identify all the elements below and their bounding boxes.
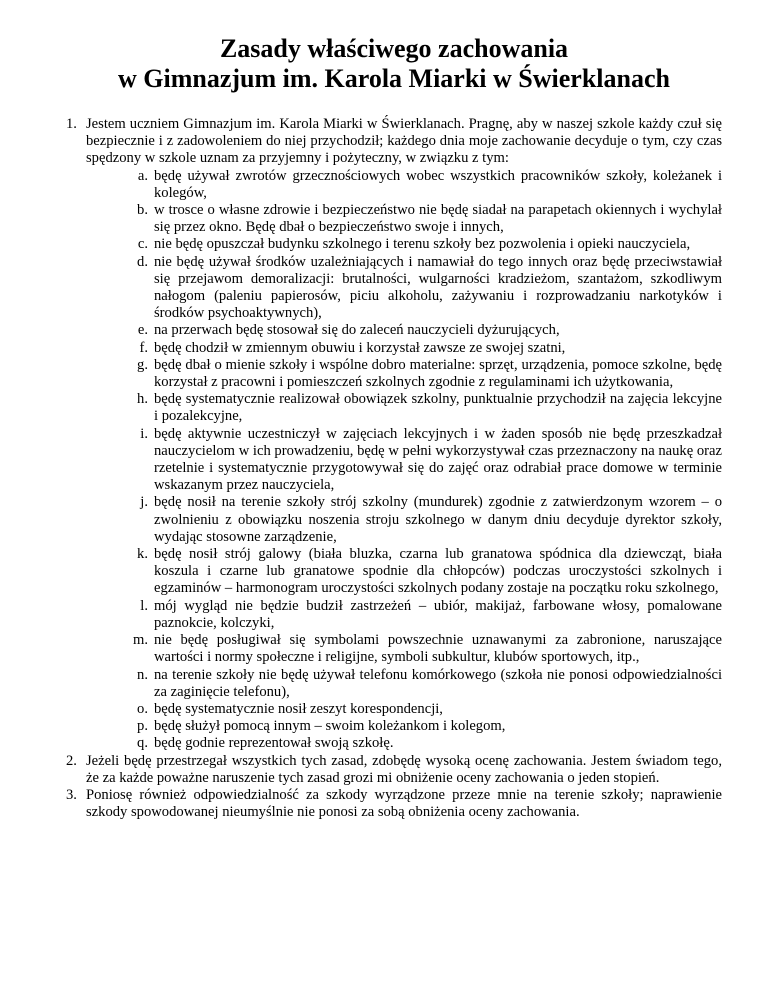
title-line-2: w Gimnazjum im. Karola Miarki w Świerklanach: [117, 64, 670, 93]
subrule-item: [137, 700, 722, 718]
subrule-item: [137, 167, 722, 202]
rule-text: Jestem uczniem Gimnazjum im. Karola Miarki w Świerklanach. Pragnę, aby w naszej szkole każdy czuł się bezpiecznie i z zadowoleniem do niej przychodził; każdego dnia moje zachowanie decyduje o tym, czy czas spędzony w szkole uznam za przyjemny i pożyteczny, w związku z tym:: [86, 116, 722, 167]
rule-item: [66, 116, 722, 753]
subrule-text: będę systematycznie nosił zeszyt korespondencji,: [154, 700, 443, 717]
rule-text: Jeżeli będę przestrzegał wszystkich tych zasad, zdobędę wysoką ocenę zachowania. Jestem świadom tego, że za każde poważne naruszenie tych zasad grozi mi obniżenie oceny zachowania o jeden stopień.: [86, 752, 722, 786]
document-title: [66, 34, 722, 94]
rule-number: 1.: [66, 116, 77, 132]
rule-item: [66, 787, 722, 821]
rules-list: [66, 116, 722, 821]
rule-number: 3.: [66, 786, 77, 803]
subrule-text: będę służył pomocą innym – swoim koleżankom i kolegom,: [154, 718, 506, 735]
subrule-item: [133, 632, 722, 666]
subrule-item: [140, 494, 722, 546]
subrule-item: [137, 253, 722, 323]
subrule-item: [137, 391, 722, 425]
subrule-text: będę nosił strój galowy (biała bluzka, czarna lub granatowa spódnica dla dziewcząt, biała koszula i czarne lub granatowe spodnie dla chłopców) podczas uroczystości szkolnych i egzaminów – harmonogram uroczystości szkolnych podany zostaje na początku roku szkolnego,: [154, 546, 722, 597]
subrules-list: [86, 168, 722, 753]
subrule-text: nie będę opuszczał budynku szkolnego i terenu szkoły bez pozwolenia i opieki nauczyciela,: [154, 236, 691, 253]
subrule-letter: i.: [140, 425, 148, 442]
title-line-1: Zasady właściwego zachowania: [219, 34, 569, 63]
subrule-text: w trosce o własne zdrowie i bezpieczeństwo nie będę siadał na parapetach okiennych i wychylał się przez okno. Będę dbał o bezpieczeństwo swoje i innych,: [154, 202, 722, 236]
subrule-text: będę systematycznie realizował obowiązek szkolny, punktualnie przychodził na zajęcia lekcyjne i pozalekcyjne,: [154, 391, 722, 425]
subrule-letter: l.: [140, 597, 148, 614]
subrule-letter: g.: [137, 356, 148, 373]
subrule-letter: q.: [137, 735, 148, 752]
rule-number: 2.: [66, 752, 77, 769]
subrule-item: [137, 666, 722, 701]
subrule-letter: d.: [137, 253, 148, 270]
subrule-item: [137, 356, 722, 391]
subrule-letter: h.: [137, 391, 148, 408]
subrule-letter: o.: [137, 700, 148, 717]
subrule-letter: e.: [137, 322, 148, 339]
subrule-text: nie będę używał środków uzależniających i namawiał do tego innych oraz będę przeciwstawiał się przejawom demoralizacji: brutalności, wulgarności kradzieżom, szantażom, szkodliwym nałogom (paleniu papierosów, piciu alkoholu, zażywaniu i rozprowadzaniu narkotyków i środków psychoaktywnych),: [154, 253, 722, 322]
subrule-letter: a.: [137, 167, 148, 184]
subrule-text: będę aktywnie uczestniczył w zajęciach lekcyjnych i w żaden sposób nie będę przeszkadzał nauczycielom w ich prowadzeniu, będę w pełni wykorzystywał czas przeznaczony na naukę oraz rzetelnie i systematycznie przygotowywał się do zajęć oraz odrabiał prace domowe w terminie wskazanym przez nauczyciela,: [154, 425, 722, 494]
subrule-item: [140, 597, 722, 632]
subrule-letter: j.: [140, 494, 148, 511]
subrule-item: [137, 322, 722, 339]
subrule-letter: b.: [137, 202, 148, 219]
subrule-letter: k.: [137, 546, 148, 563]
subrule-item: [137, 718, 722, 735]
subrule-letter: p.: [137, 718, 148, 735]
subrule-item: [139, 339, 722, 357]
subrule-letter: f.: [139, 339, 148, 356]
subrule-letter: n.: [137, 666, 148, 683]
subrule-letter: m.: [133, 632, 148, 649]
subrule-text: będę dbał o mienie szkoły i wspólne dobro materialne: sprzęt, urządzenia, pomoce szkolne, będę korzystał z pracowni i pomieszczeń szkolnych zgodnie z regulaminami ich użytkowania,: [154, 356, 722, 391]
subrule-item: [137, 236, 722, 253]
subrule-text: będę używał zwrotów grzecznościowych wobec wszystkich pracowników szkoły, koleżanek i kolegów,: [154, 167, 722, 201]
subrule-text: mój wygląd nie będzie budził zastrzeżeń – ubiór, makijaż, farbowane włosy, pomalowane paznokcie, kolczyki,: [154, 597, 722, 631]
subrule-text: na przerwach będę stosował się do zaleceń nauczycieli dyżurujących,: [154, 322, 560, 339]
subrule-text: będę godnie reprezentował swoją szkołę.: [154, 735, 394, 752]
subrule-item: [137, 546, 722, 598]
subrule-item: [137, 202, 722, 236]
subrule-text: na terenie szkoły nie będę używał telefonu komórkowego (szkoła nie ponosi odpowiedzialności za zaginięcie telefonu),: [154, 666, 722, 700]
subrule-text: nie będę posługiwał się symbolami powszechnie uznawanymi za zabronione, naruszające wartości i normy społeczne i religijne, symboli subkultur, klubów sportowych, itp.,: [154, 632, 722, 666]
subrule-text: będę nosił na terenie szkoły strój szkolny (mundurek) zgodnie z zatwierdzonym wzorem – o zwolnieniu z obowiązku noszenia stroju szkolnego w danym dniu decyduje dyrektor szkoły, wydając stosowne zarządzenie,: [154, 494, 722, 545]
subrule-item: [140, 425, 722, 495]
rule-text: Poniosę również odpowiedzialność za szkody wyrządzone przeze mnie na terenie szkoły; naprawienie szkody spowodowanej nieumyślnie nie ponosi za sobą obniżenia oceny zachowania.: [86, 786, 722, 821]
subrule-letter: c.: [137, 236, 148, 253]
rule-item: [66, 753, 722, 787]
subrule-text: będę chodził w zmiennym obuwiu i korzystał zawsze ze swojej szatni,: [154, 339, 566, 356]
subrule-item: [137, 735, 722, 752]
